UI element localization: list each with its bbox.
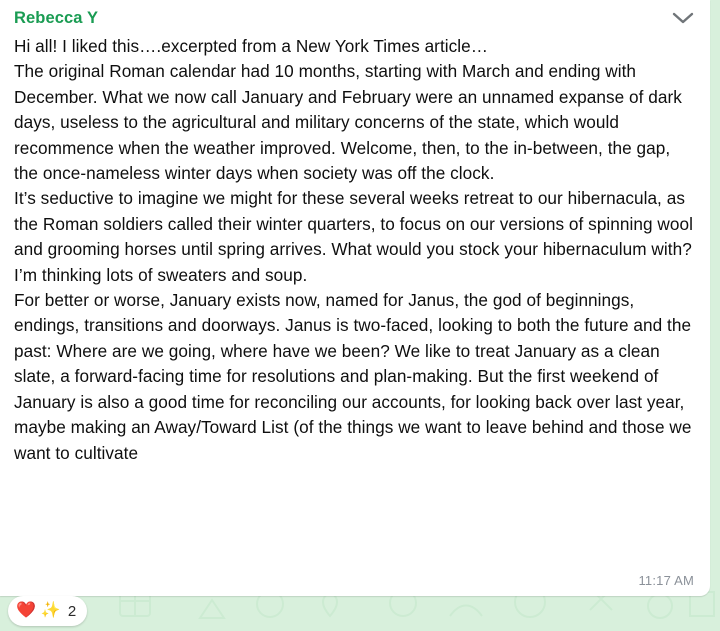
reaction-count: 2 <box>67 602 77 620</box>
message-paragraph: For better or worse, January exists now, named for Janus, the god of beginnings, endings, transitions and doorways. Janus is two-faced, looking to both the future and the past: Where are we going, where have we been? We like to treat January as a clean slate, a forward-facing time for resolutions and plan-making. But the first weekend of January is also a good time for reconciling our accounts, for looking back over last year, maybe making an Away/Toward List (of the things we want to leave behind and those we want to cultivate <box>14 290 692 463</box>
chevron-down-icon[interactable] <box>670 8 696 28</box>
heart-emoji-icon: ❤️ <box>16 602 36 619</box>
message-timestamp: 11:17 AM <box>638 573 694 588</box>
message-paragraph: It’s seductive to imagine we might for these several weeks retreat to our hibernacula, as the Roman soldiers called their winter quarters, to focus on our versions of spinning wool and grooming horses until spring arrives. What would you stock your hibernaculum with? I’m thinking lots of sweaters and soup. <box>14 188 693 285</box>
message-paragraph: The original Roman calendar had 10 months, starting with March and ending with December. What we now call January and February were an unnamed expanse of dark days, useless to the agricultural and military concerns of the state, which would recommence when the weather improved. Welcome, then, to the in-between, the gap, the once-nameless winter days when society was off the clock. <box>14 61 682 184</box>
reaction-badge[interactable] <box>8 596 87 626</box>
sparkles-emoji-icon: ✨ <box>40 602 61 619</box>
message-paragraph: Hi all! I liked this….excerpted from a New York Times article… <box>14 36 489 56</box>
message-header <box>14 8 696 32</box>
sender-name: Rebecca Y <box>14 9 99 27</box>
message-text <box>14 34 696 466</box>
chevron-down-glyph <box>672 11 694 25</box>
